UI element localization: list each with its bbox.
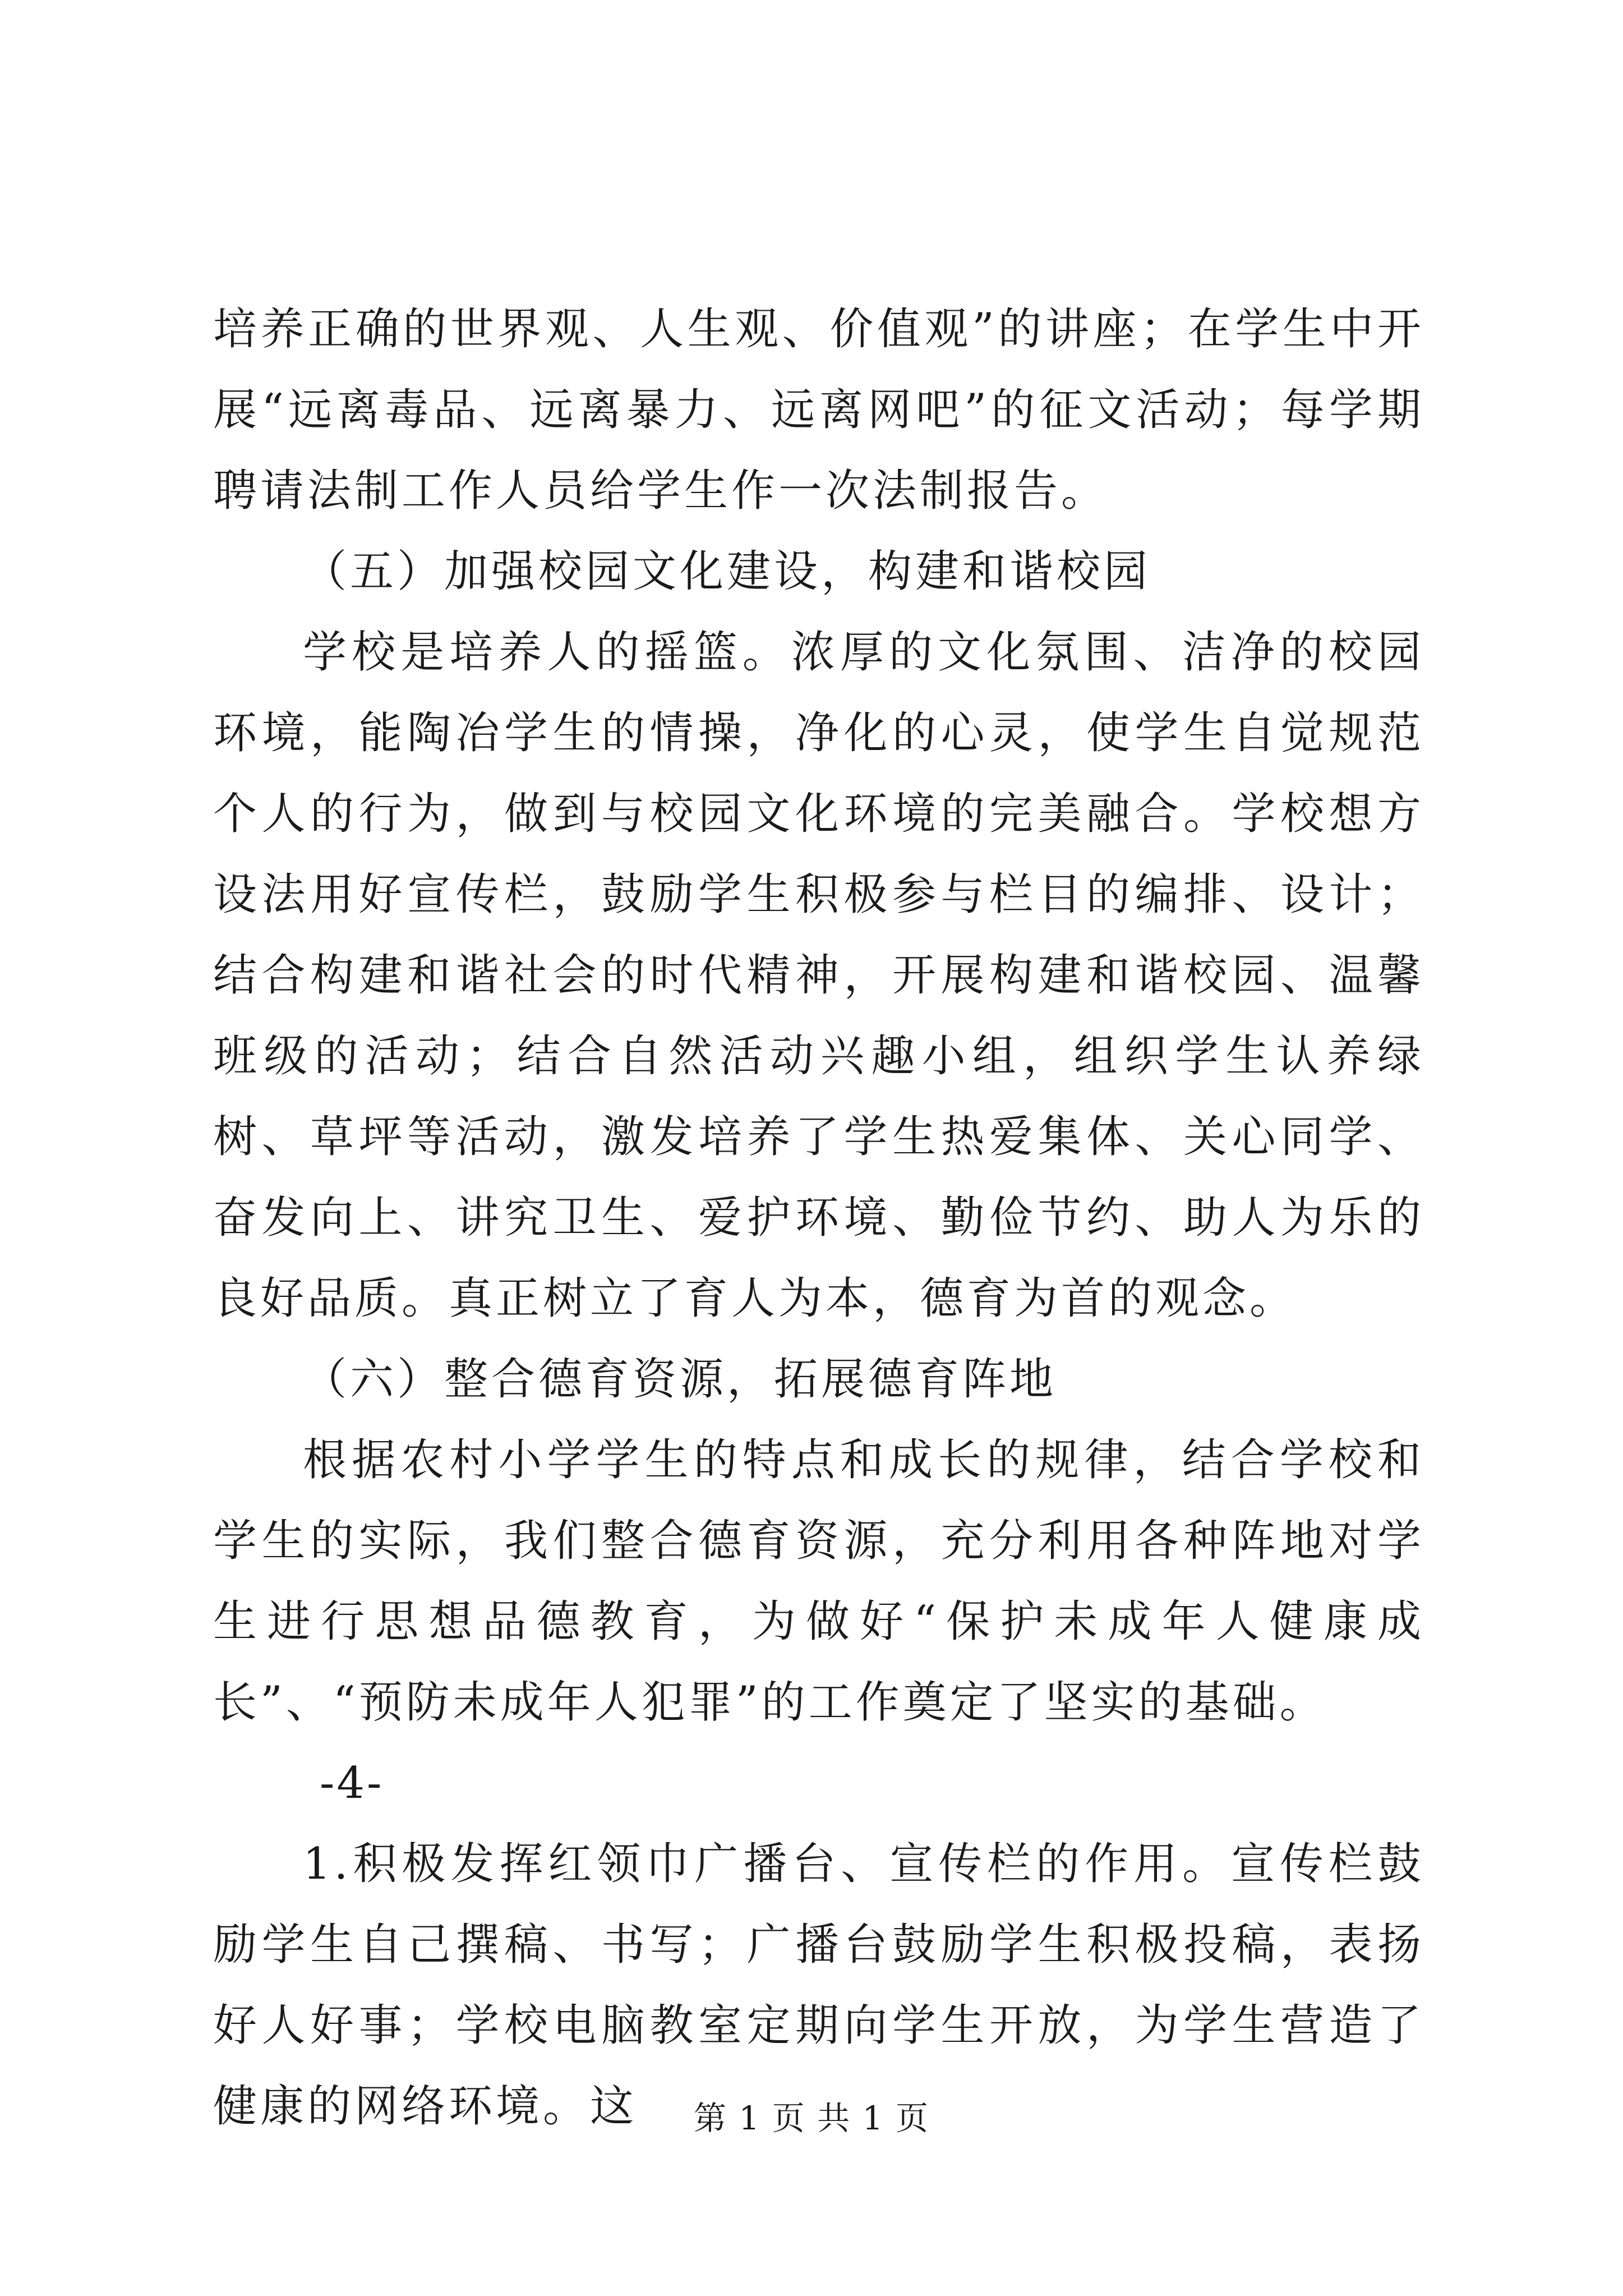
page-footer: 第 1 页 共 1 页 — [694, 2099, 929, 2137]
section-heading-5: （五）加强校园文化建设，构建和谐校园 — [303, 546, 1151, 597]
inline-page-number: -4- — [320, 1758, 384, 1809]
paragraph-campus-culture: 学校是培养人的摇篮。浓厚的文化氛围、洁净的校园环境，能陶冶学生的情操，净化的心灵，使学生自觉规范个人的行为，做到与校园文化环境的完美融合。学校想方设法用好宣传栏，鼓励学生积极参与栏目的编排、设计；结合构建和谐社会的时代精神，开展构建和谐校园、温馨班级的活动；结合自然活动兴趣小组，组织学生认养绿树、草坪等活动，激发培养了学生热爱集体、关心同学、奋发向上、讲究卫生、爱护环境、勤俭节约、助人为乐的良好品质。真正树立了育人为本，德育为首的观念。 — [213, 627, 1424, 1324]
paragraph-moral-resources: 根据农村小学学生的特点和成长的规律，结合学校和学生的实际，我们整合德育资源，充分利用各种阵地对学生进行思想品德教育，为做好“保护未成年人健康成长”、“预防未成年人犯罪”的工作奠定了坚实的基础。 — [213, 1435, 1424, 1728]
paragraph-item-1: 1.积极发挥红领巾广播台、宣传栏的作用。宣传栏鼓励学生自己撰稿、书写；广播台鼓励学生积极投稿，表扬好人好事；学校电脑教室定期向学生开放，为学生营造了健康的网络环境。这 — [213, 1839, 1424, 2132]
document-body — [213, 289, 1424, 2147]
paragraph-continuation: 培养正确的世界观、人生观、价值观”的讲座；在学生中开展“远离毒品、远离暴力、远离网吧”的征文活动；每学期聘请法制工作人员给学生作一次法制报告。 — [213, 304, 1424, 516]
section-heading-6: （六）整合德育资源，拓展德育阵地 — [303, 1354, 1057, 1405]
